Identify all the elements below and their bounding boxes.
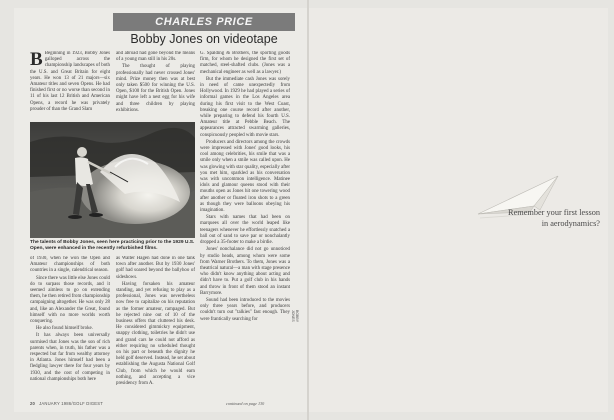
paragraph: Stars with names that had been on marquees all over the world leaped like teenagers whenever he effortlessly snatched a ball out of sand to save par or nonchalantly dropped a 35-footer to make a birdie.: [200, 215, 290, 246]
article-headline: Bobby Jones on videotape: [130, 32, 278, 46]
paragraph: He also found himself broke.: [36, 326, 93, 332]
text-column-4: [30, 256, 110, 396]
text-column-3: [200, 51, 290, 396]
ad-line-2: in aerodynamics?: [541, 218, 600, 228]
paragraph: and abroad had gone beyond the means of a young man still in his 20s.: [116, 51, 195, 63]
paragraph: It has always been universally surmised that Jones was the son of rich parents when, in truth, his father was a respected but far from wealthy attorney in Atlanta. Jones himself had been a fledgling lawyer there for four years by 1930, and the cost of competing in national championships both here: [30, 333, 110, 382]
section-header: CHARLES PRICE: [113, 13, 295, 31]
golfer-photo: [30, 122, 195, 238]
paragraph: Having forsaken his amateur standing, and yet refusing to play as a professional, Jones was nevertheless now free to capitalize on his reputation as the former amateur, rampaged. But he rejected nine out of 10 of the business offers that cluttered his desk. He considered gimmickry equipment, snappy clothing, toiletries he didn't use and grand cars he could not afford as either requiring no scheduled thought on his part or beneath the dignity he held golf deserved. Instead, he set about establishing the Augusta National Golf Club, from which he would earn nothing, and accepting a vice presidency from A.: [116, 281, 195, 387]
continued-note: continued on page 130: [226, 401, 265, 406]
page-number: 20: [30, 401, 36, 406]
paragraph: of 1930, when he won the Open and Amateur championships of both countries in a single, calendrical season.: [30, 256, 110, 274]
paragraph: Producers and directors among the crowds were impressed with Jones' good looks, his cool among celebrities, his smile that was a smile only when a smile was called upon. He was glowing with star quality, especially after you met him, sparkled as his conversation was with uncommon intelligence. Matinee idols and glamour queens stood with their mouths open as Jones hit one towering wood after another or floated iron shots to a green as though they were balloons obeying his imagination.: [200, 139, 290, 214]
drop-cap: B: [30, 51, 43, 70]
text-column-2: [116, 51, 195, 121]
photo-caption: The talents of Bobby Jones, seen here practicing prior to the 1929 U.S. Open, were enhanced in the recently refurbished films.: [30, 240, 195, 251]
golfer-photo-image: [30, 122, 195, 238]
text-column-1: [30, 51, 110, 121]
paragraph: G. Spalding & Brothers, the sporting goods firm, for whom he designed the first set of matched, steel-shafted clubs. (Jones was a mechanical engineer as well as a lawyer.): [200, 51, 290, 75]
paragraph: The thought of playing professionally had never crossed Jones' mind. Prize money then was at best only taken $500 for winning the U.S. Open, $100 for the British Open. Jones might have left a nest egg for his wife and three children by playing exhibitions.: [116, 64, 195, 113]
publication-line: JANUARY 1986/GOLF DIGEST: [39, 401, 104, 406]
paragraph: [30, 51, 110, 113]
page-footer: [30, 401, 103, 406]
paragraph: Since there was little else Jones could do to surpass those records, and it seemed aimless to go on extending them, he then retired from championship campaigning altogether. He was only 28 and, like an Alexander the Great, found himself with no more worlds worth conquering.: [30, 275, 110, 325]
paragraph: Sound had been introduced to the movies only three years before, and producers couldn't turn out "talkies" fast enough. They were frantically searching for: [200, 297, 290, 322]
paragraph-text: Beginning in 1923, Bobby Jones galloped across the championship landscapes of both the U.S. and Great Britain for eight years. He won 13 of 21 majors—six Amateur titles and seven Opens. He had finished first or no worse than second in 11 of his last 12 British and American Opens, a record he was privately prouder of than the Grand Slam: [30, 51, 110, 112]
ad-copy: [450, 208, 600, 229]
ad-line-1: Remember your first lesson: [508, 208, 600, 217]
photo-credit: BOBBY JONES: [291, 310, 299, 322]
paragraph: But the immediate cash Jones was sorely in need of came unexpectedly from Hollywood. In 1929 he had played a series of informal games in the Los Angeles area during his first visit to the West Coast, breaking one course record after another, while preparing to defend his fourth U.S. Amateur title at Pebble Beach. The appearances attracted swarming galleries, conspicuously peopled with movie stars.: [200, 76, 290, 138]
text-column-5: [116, 256, 195, 396]
paragraph: Jones' nonchalance did not go unnoticed by studio heads, among whom were some from Warner Brothers. To them, Jones was a theatrical natural—a man with stage presence who didn't know anything about acting and didn't have to. Put a golf club in his hands and throw in front of them stood an instant Barrymore.: [200, 247, 290, 296]
paragraph: as Walter Hagen had done in one tank town after another. But by 1930 Jones' golf had soared beyond the ballyhoo of sideshows.: [116, 256, 195, 280]
